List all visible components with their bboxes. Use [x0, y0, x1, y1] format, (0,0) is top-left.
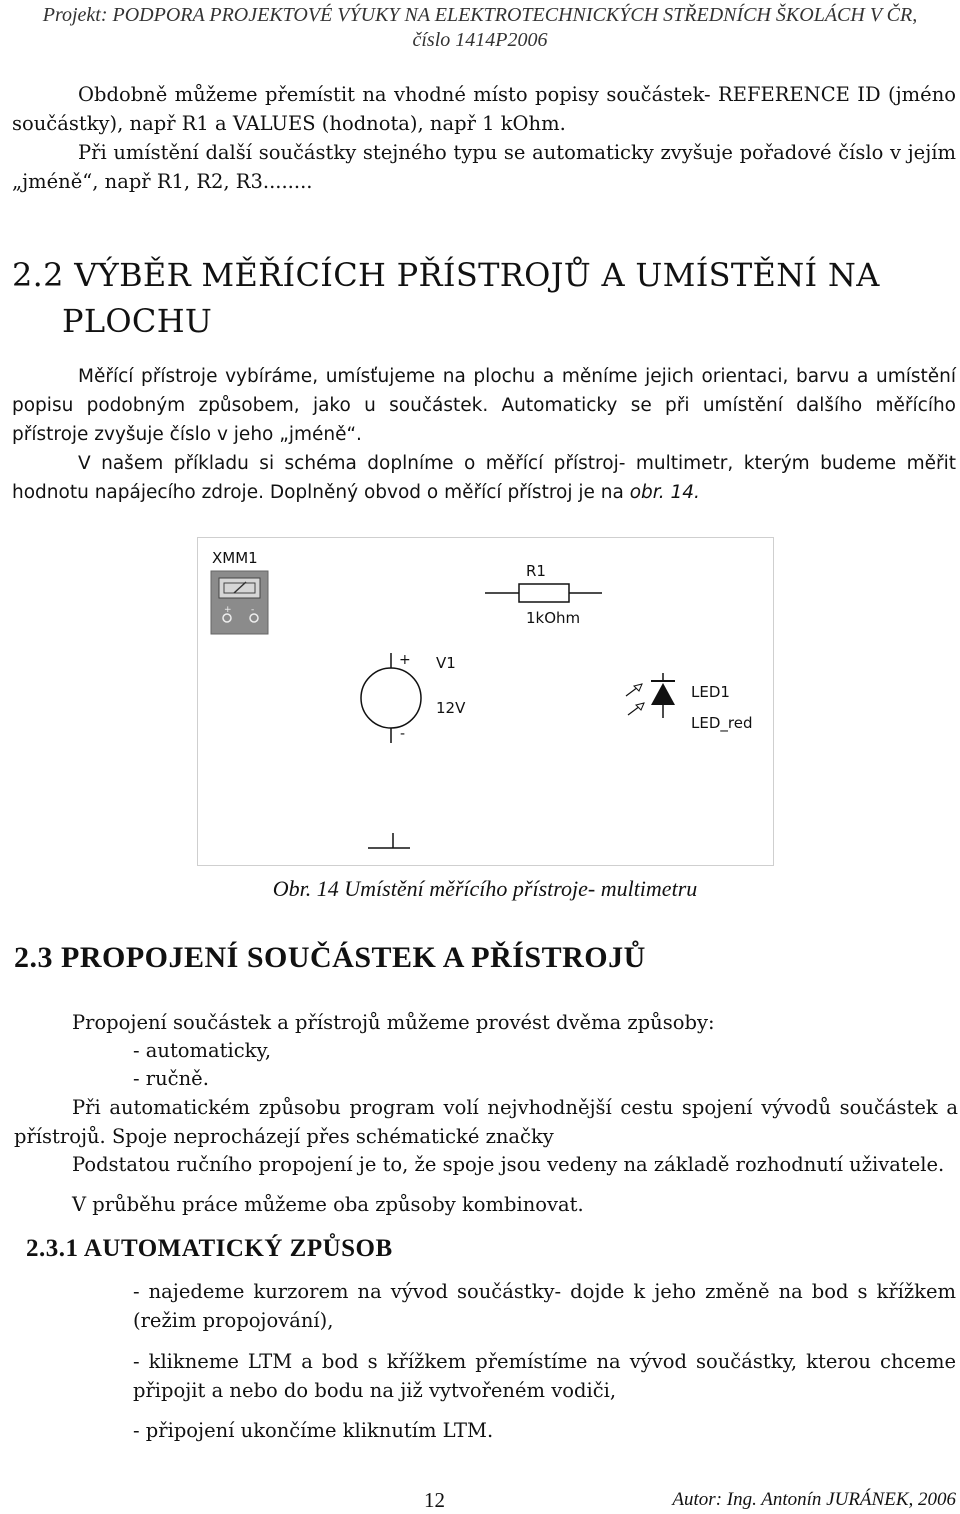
section-2-2-paragraph-2-text: V našem příkladu si schéma doplníme o měřící přístroj- multimetr, kterým budeme měřit hodnotu napájecího zdroje. Doplněný obvod o měřící přístroj je na [12, 453, 956, 503]
svg-text:-: - [251, 605, 255, 615]
multimeter-symbol [211, 549, 268, 634]
section-2-3-1-item-1: - najedeme kurzorem na vývod součástky- dojde k jeho změně na bod s křížkem (režim propojování), [133, 1280, 956, 1332]
section-2-3-paragraph-1: Propojení součástek a přístrojů můžeme provést dvěma způsoby: [72, 1011, 715, 1034]
led-value-label: LED_red [691, 714, 753, 732]
resistor-value-label: 1kOhm [526, 609, 581, 627]
section-2-3-paragraph-4: V průběhu práce můžeme oba způsoby kombinovat. [72, 1193, 584, 1216]
section-2-3-1-item-2: - klikneme LTM a bod s křížkem přemístíme na vývod součástky, kterou chceme připojit a nebo do bodu na již vytvořeném vodiči, [133, 1350, 956, 1402]
project-header-line2: číslo 1414P2006 [412, 29, 548, 51]
figure-caption: Obr. 14 Umístění měřícího přístroje- multimetru [272, 876, 698, 901]
section-2-3-paragraph-2: Při automatickém způsobu program volí nejvhodnější cestu spojení vývodů součástek a přístrojů. Spoje neprocházejí přes schématické značky [14, 1096, 958, 1148]
section-2-3-heading: 2.3 PROPOJENÍ SOUČÁSTEK A PŘÍSTROJŮ [14, 941, 646, 974]
page-number: 12 [424, 1488, 445, 1512]
section-2-3-1-heading: 2.3.1 AUTOMATICKÝ ZPŮSOB [26, 1235, 393, 1262]
led-symbol [626, 673, 752, 733]
intro-paragraph-1: Obdobně můžeme přemístit na vhodné místo popisy součástek- REFERENCE ID (jméno součástky), např R1 a VALUES (hodnota), např 1 kOhm. [12, 83, 956, 135]
section-2-3-1-item-3: - připojení ukončíme kliknutím LTM. [133, 1419, 494, 1442]
source-ref-label: V1 [436, 654, 456, 672]
led-ref-label: LED1 [691, 683, 730, 701]
resistor-symbol [485, 562, 602, 627]
source-minus-label: - [400, 726, 406, 742]
schematic-figure [197, 537, 774, 866]
section-2-2-heading-line1: 2.2 VÝBĚR MĚŘÍCÍCH PŘÍSTROJŮ A UMÍSTĚNÍ NA [12, 256, 880, 294]
section-2-3-paragraph-3: Podstatou ručního propojení je to, že spoje jsou vedeny na základě rozhodnutí uživatele. [72, 1153, 945, 1176]
section-2-3-list-item-1: - automaticky, [133, 1039, 272, 1062]
section-2-2-heading [12, 252, 952, 344]
section-2-2-heading-line2: PLOCHU [62, 302, 213, 340]
section-2-2-paragraph-1: Měřící přístroje vybíráme, umísťujeme na plochu a měníme jejich orientaci, barvu a umístění popisu podobným způsobem, jako u součástek. Automaticky se při umístění dalšího měřícího přístroje zvyšuje číslo v jeho „jméně“. [12, 366, 956, 445]
source-value-label: 12V [436, 699, 466, 717]
resistor-ref-label: R1 [526, 562, 546, 580]
intro-paragraph-2: Při umístění další součástky stejného typu se automaticky zvyšuje pořadové číslo v jejím „jméně“, např R1, R2, R3........ [12, 141, 956, 193]
source-plus-label: + [399, 652, 411, 668]
voltage-source-symbol [361, 652, 466, 743]
project-header-line1: Projekt: PODPORA PROJEKTOVÉ VÝUKY NA ELEKTROTECHNICKÝCH STŘEDNÍCH ŠKOLÁCH V ČR, [42, 4, 918, 26]
section-2-3-list-item-2: - ručně. [133, 1067, 209, 1090]
schematic-canvas [198, 538, 773, 865]
ground-symbol [368, 833, 410, 848]
figure-reference: obr. 14. [629, 482, 700, 503]
author-footer: Autor: Ing. Antonín JURÁNEK, 2006 [672, 1489, 956, 1510]
section-2-2-paragraph-2 [12, 449, 956, 507]
svg-text:+: + [224, 605, 232, 615]
multimeter-label: XMM1 [212, 549, 258, 567]
